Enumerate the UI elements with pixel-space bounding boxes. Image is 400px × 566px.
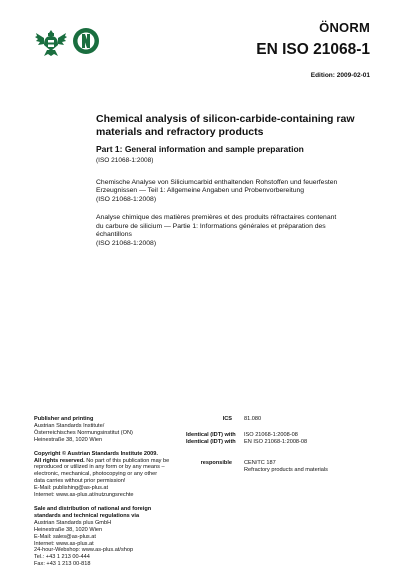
- publisher-line: Austrian Standards Institute/: [34, 422, 105, 429]
- sales-phone: Tel.: +43 1 213 00-444: [34, 554, 90, 561]
- copyright-line: electronic, mechanical, photocopying or any other: [34, 471, 158, 478]
- copyright-line: reproduced or utilized in any form or by any means –: [34, 464, 165, 471]
- document-subtitle: Part 1: General information and sample preparation: [96, 144, 304, 154]
- classification-column: [186, 416, 376, 474]
- sales-heading: standards and technical regulations via: [34, 512, 140, 519]
- sales-heading: Sale and distribution of national and foreign: [34, 505, 152, 512]
- french-reference: (ISO 21068-1:2008): [96, 239, 157, 247]
- copyright-email[interactable]: E-Mail: publishing@as-plus.at: [34, 485, 109, 492]
- publisher-heading: Publisher and printing: [34, 416, 94, 422]
- publisher-line: Österreichisches Normungsinstitut (ON): [34, 429, 133, 436]
- austrian-eagle-logo: [34, 27, 68, 57]
- copyright-heading: Copyright © Austrian Standards Institute 2009.: [34, 450, 158, 457]
- committee-name: Refractory products and materials: [244, 466, 328, 473]
- responsible-value: [244, 460, 376, 474]
- title-line: Chemical analysis of silicon-carbide-containing raw: [96, 113, 355, 125]
- ics-row: [186, 416, 376, 423]
- german-title: [96, 179, 366, 205]
- brand-name: ÖNORM: [319, 20, 370, 35]
- copyright-bold: All rights reserved.: [34, 457, 85, 464]
- publisher-info: [34, 416, 184, 444]
- identical-row: [186, 432, 376, 439]
- sales-line: Heinestraße 38, 1020 Wien: [34, 526, 103, 533]
- french-line: Analyse chimique des matières premières et des produits réfractaires contenant: [96, 214, 337, 221]
- copyright-line: data carries without prior permission!: [34, 478, 126, 485]
- responsible-label: responsible: [200, 459, 232, 466]
- identical-value: EN ISO 21068-1:2008-08: [244, 438, 308, 445]
- sales-line: Austrian Standards plus GmbH: [34, 519, 112, 526]
- title-line: materials and refractory products: [96, 126, 264, 138]
- identical-label: Identical (IDT) with: [186, 431, 236, 438]
- sales-fax: Fax: +43 1 213 00-818: [34, 561, 91, 566]
- identical-row: [186, 439, 376, 446]
- identical-value: ISO 21068-1:2008-08: [244, 431, 298, 438]
- french-line: échantillons: [96, 231, 132, 238]
- standard-code: EN ISO 21068-1: [256, 41, 370, 58]
- german-line: Chemische Analyse von Siliciumcarbid enthaltenden Rohstoffen und feuerfesten: [96, 178, 338, 186]
- ics-label: ICS: [222, 416, 232, 422]
- logos: [34, 27, 104, 57]
- german-reference: (ISO 21068-1:2008): [96, 195, 157, 203]
- copyright-line: [34, 458, 184, 465]
- french-line: du carbure de silicium — Partie 1: Informations générales et préparation des: [96, 222, 326, 230]
- copyright-info: [34, 451, 184, 499]
- ics-value: 81.080: [244, 416, 262, 422]
- copyright-url[interactable]: Internet: www.as-plus.at/nutzungsrechte: [34, 492, 134, 499]
- sales-info: [34, 506, 184, 566]
- sales-email[interactable]: E-Mail: sales@as-plus.at: [34, 533, 96, 540]
- webshop-url[interactable]: 24-hour-Webshop: www.as-plus.at/shop: [34, 547, 134, 554]
- publisher-column: [34, 416, 184, 566]
- document-title: [96, 113, 366, 139]
- sales-url[interactable]: Internet: www.as-plus.at: [34, 540, 94, 547]
- committee-code: CEN/TC 187: [244, 459, 276, 466]
- document-title-block: [96, 113, 366, 248]
- identical-label: Identical (IDT) with: [186, 438, 236, 445]
- iso-reference: (ISO 21068-1:2008): [96, 157, 154, 164]
- on-standards-logo: [72, 27, 100, 55]
- responsible-row: [186, 460, 376, 474]
- publisher-line: Heinestraße 38, 1020 Wien: [34, 436, 103, 443]
- standard-header: [256, 20, 370, 59]
- french-title: [96, 214, 366, 248]
- edition-date: Edition: 2009-02-01: [310, 72, 370, 79]
- german-line: Erzeugnissen — Teil 1: Allgemeine Angaben und Probenvorbereitung: [96, 187, 305, 194]
- copyright-rest: No part of this publication may be: [84, 457, 170, 464]
